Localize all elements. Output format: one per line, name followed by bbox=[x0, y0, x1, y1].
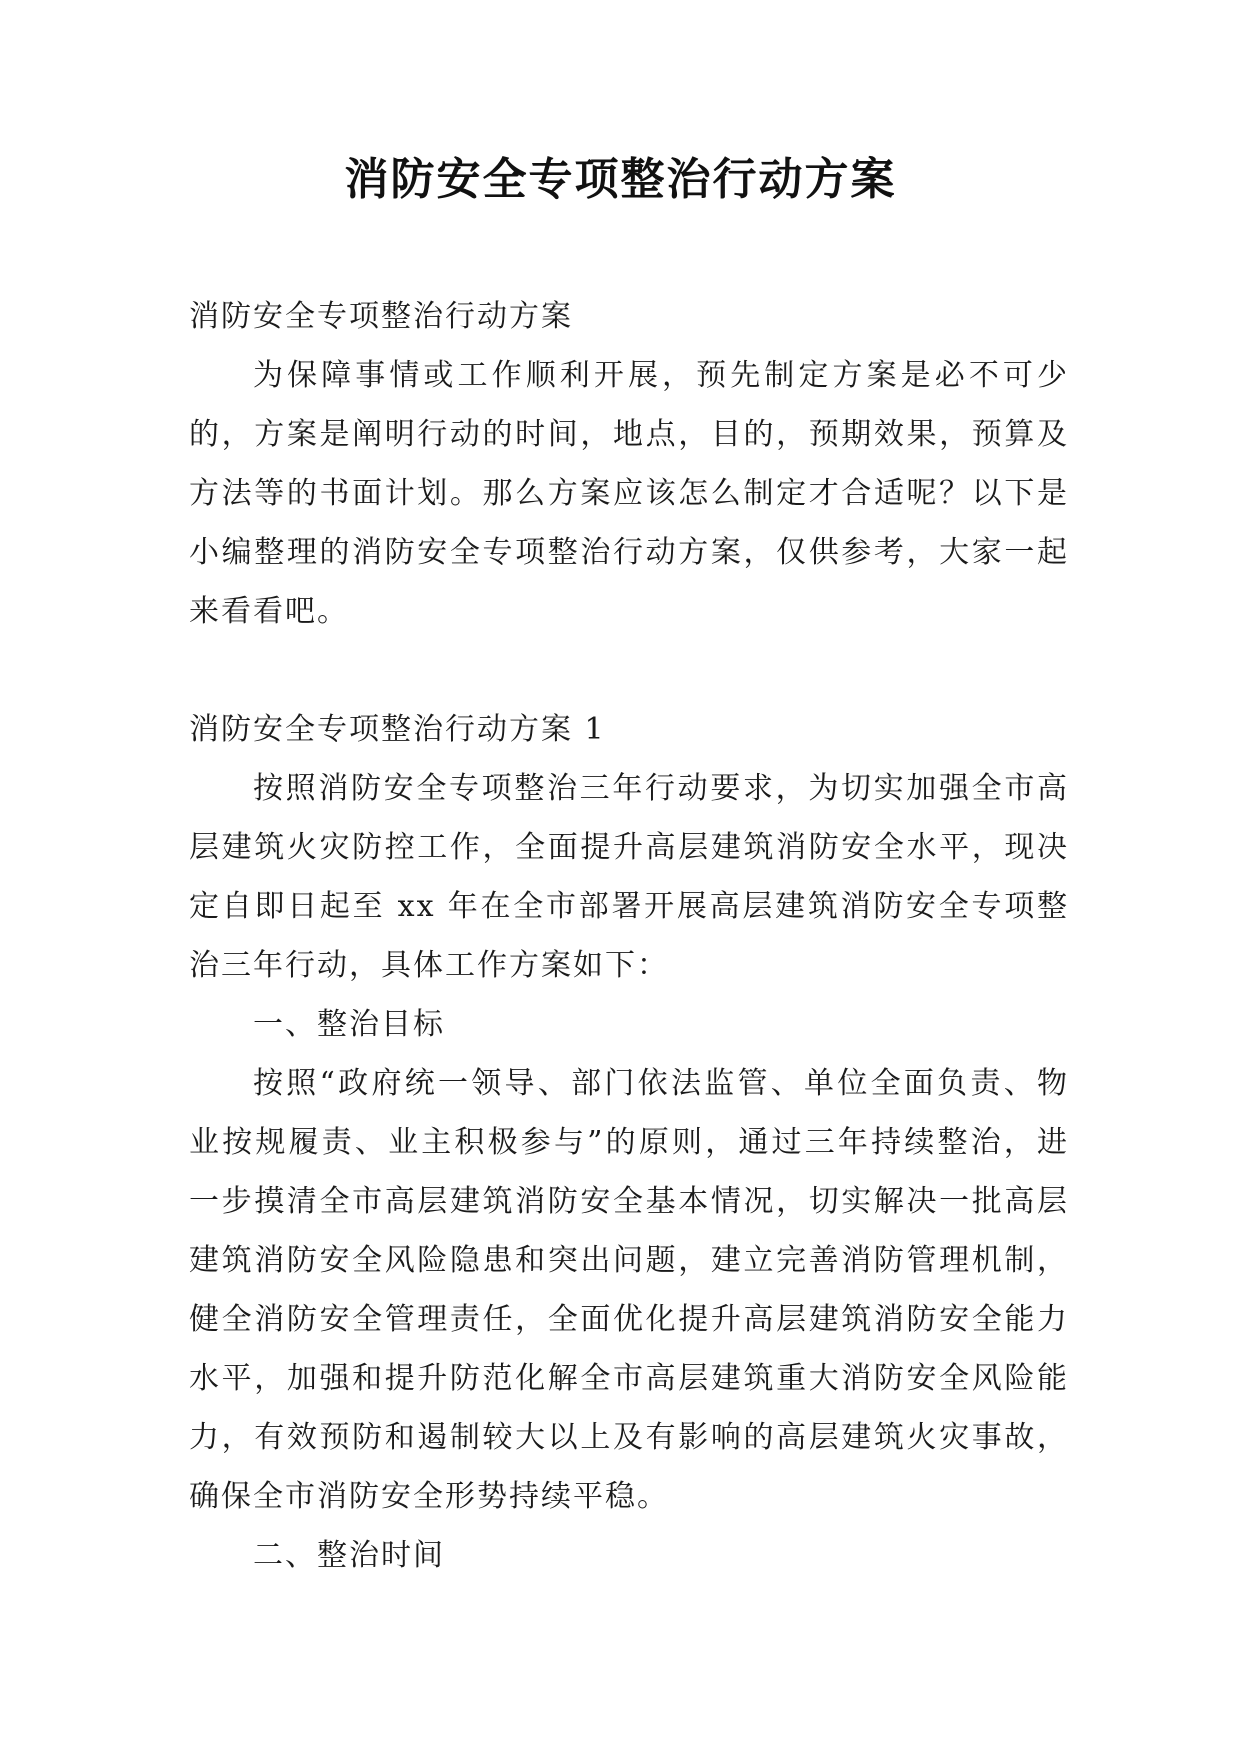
document-title: 消防安全专项整治行动方案 bbox=[344, 154, 897, 205]
goals-paragraph: 按照“政府统一领导、部门依法监管、单位全面负责、物业按规履责、业主积极参与”的原则，通过三年持续整治，进一步摸清全市高层建筑消防安全基本情况，切实解决一批高层建筑消防安全风险隐患和突出问题，建立完善消防管理机制，健全消防安全管理责任，全面优化提升高层建筑消防安全能力水平，加强和提升防范化解全市高层建筑重大消防安全风险能力，有效预防和遏制较大以上及有影响的高层建筑火灾事故，确保全市消防安全形势持续平稳。 bbox=[189, 1066, 1069, 1514]
document-body bbox=[189, 287, 1069, 1585]
section-heading-time: 二、整治时间 bbox=[253, 1538, 445, 1573]
paragraph-spacer bbox=[189, 641, 1069, 700]
document-subtitle: 消防安全专项整治行动方案 bbox=[189, 299, 573, 334]
section-title: 消防安全专项整治行动方案 1 bbox=[189, 712, 606, 747]
section-paragraph: 按照消防安全专项整治三年行动要求，为切实加强全市高层建筑火灾防控工作，全面提升高层建筑消防安全水平，现决定自即日起至 xx 年在全市部署开展高层建筑消防安全专项整治三年行动，具体工作方案如下： bbox=[189, 771, 1069, 983]
section-heading-goals: 一、整治目标 bbox=[253, 1007, 445, 1042]
intro-paragraph: 为保障事情或工作顺利开展，预先制定方案是必不可少的，方案是阐明行动的时间，地点，目的，预期效果，预算及方法等的书面计划。那么方案应该怎么制定才合适呢？以下是小编整理的消防安全专项整治行动方案，仅供参考，大家一起来看看吧。 bbox=[189, 358, 1069, 629]
